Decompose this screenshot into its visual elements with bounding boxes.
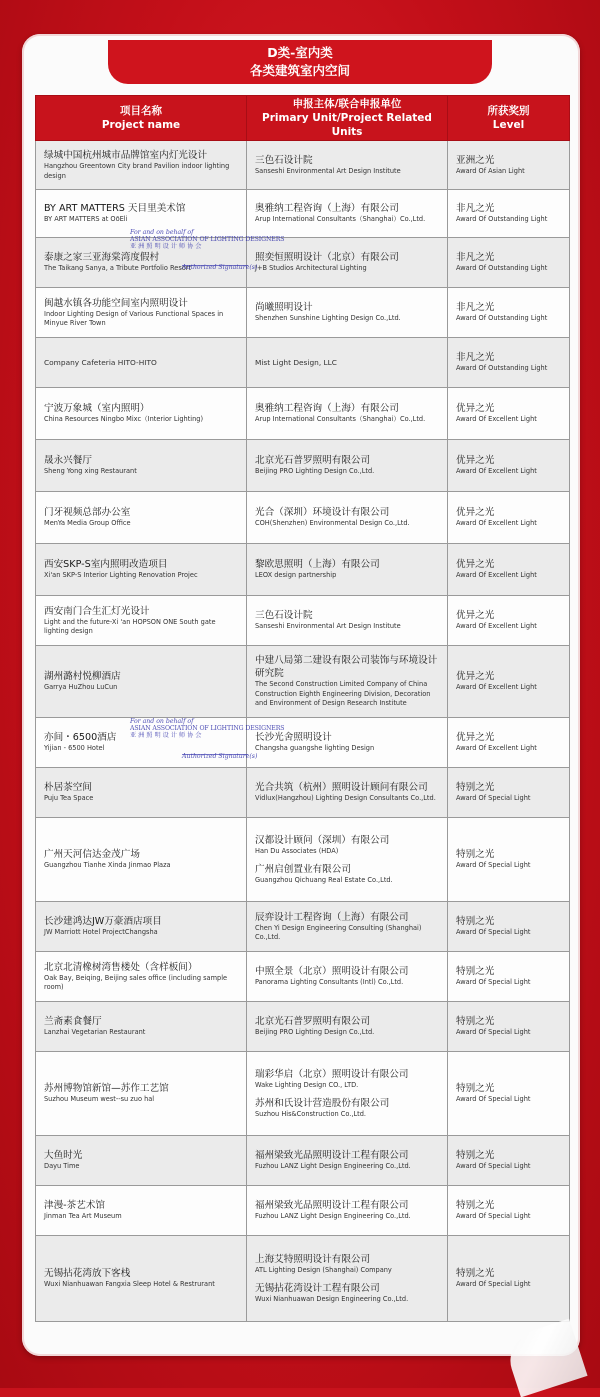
unit-cell [247,1052,448,1136]
project-name-zh: 北京北清橡树湾售楼处（含样板间） [44,961,198,973]
award-level-en: Award Of Outstanding Light [456,314,548,323]
unit-cell [247,718,448,768]
table-row [36,952,570,1002]
award-level-zh: 优异之光 [456,507,495,519]
award-level-zh: 优异之光 [456,403,495,415]
project-name-en: Lanzhai Vegetarian Restaurant [44,1028,146,1037]
unit-name-zh: 辰弈设计工程咨询（上海）有限公司 [255,911,409,923]
award-level-en: Award Of Excellent Light [456,744,537,753]
col-unit-en: Primary Unit/Project Related Units [262,112,432,138]
project-cell [36,902,247,952]
level-cell [448,768,570,818]
unit-name-en: J+B Studios Architectural Lighting [255,264,367,273]
project-name-zh: 无锡拈花湾放下客栈 [44,1268,131,1280]
project-name-zh: 大鱼时光 [44,1150,83,1162]
project-cell [36,190,247,238]
unit-cell [247,544,448,596]
stamp-text: ASIAN ASSOCIATION OF LIGHTING DESIGNERS [130,725,285,732]
unit-name-zh: 北京光石普罗照明有限公司 [255,455,371,467]
level-cell [448,902,570,952]
unit-name-zh: 上海艾特照明设计有限公司 [255,1253,371,1265]
table-row [36,288,570,338]
unit-name-zh: 广州启创置业有限公司 [255,864,351,875]
unit-name-en: LEOX design partnership [255,571,337,580]
col-level [448,96,570,141]
table-row [36,440,570,492]
project-name-zh: 门牙视频总部办公室 [44,507,131,519]
award-level-zh: 特别之光 [456,1083,495,1095]
project-name-en: The Taikang Sanya, a Tribute Portfolio Resort [44,264,192,273]
unit-name-zh: 尚曦照明设计 [255,302,313,314]
project-name-zh: 泰康之家三亚海棠湾度假村 [44,252,160,264]
project-name-en: Hangzhou Greentown City brand Pavilion indoor lighting design [44,162,230,180]
col-level-zh: 所获奖别 [487,105,530,117]
table-row [36,1052,570,1136]
unit-cell [247,288,448,338]
level-cell [448,1236,570,1322]
table-row [36,190,570,238]
project-cell [36,718,247,768]
col-project-name [36,96,247,141]
project-name-zh: 朴居茶空间 [44,782,92,794]
project-cell [36,952,247,1002]
category-header [108,40,492,84]
project-cell [36,1236,247,1322]
unit-cell [247,141,448,190]
project-cell [36,1136,247,1186]
award-level-en: Award Of Special Light [456,1280,531,1289]
signature-line [182,746,248,755]
level-cell [448,440,570,492]
project-name-zh: 西安南门合生汇灯光设计 [44,605,150,617]
unit-name-zh: 黎欧思照明（上海）有限公司 [255,559,380,571]
table-row [36,818,570,902]
unit-cell [247,1002,448,1052]
level-cell [448,238,570,288]
unit-name-en: The Second Construction Limited Company of China Construction Eighth Engineering Division, Decoration and Environment of Design Research Institute [255,680,431,708]
project-name-zh: 津漫-茶艺术馆 [44,1200,106,1212]
project-cell [36,596,247,646]
project-name-en: MenYa Media Group Office [44,519,131,528]
unit-name-en: Sanseshi Environmental Art Design Institute [255,166,401,175]
unit-name-zh: 中照全景（北京）照明设计有限公司 [255,966,409,978]
unit-name-en: Sanseshi Environmental Art Design Institute [255,622,401,631]
project-name-en: Suzhou Museum west--su zuo hal [44,1095,155,1104]
unit-name-en: Arup International Consultants（Shanghai）Co.,Ltd. [255,415,426,424]
project-cell [36,1052,247,1136]
award-level-en: Award Of Special Light [456,794,531,803]
category-title: D类-室内类 [267,45,333,60]
unit-cell [247,238,448,288]
award-level-en: Award Of Special Light [456,1028,531,1037]
unit-name-en: Beijing PRO Lighting Design Co.,Ltd. [255,467,375,476]
stamp-text: 亚 洲 照 明 设 计 师 协 会 [130,243,202,250]
unit-name-zh: 三色石设计院 [255,610,313,622]
award-table [35,95,570,1322]
award-level-zh: 优异之光 [456,559,495,571]
award-level-zh: 非凡之光 [456,352,495,364]
project-name-en: Wuxi Nianhuawan Fangxia Sleep Hotel & Restrurant [44,1280,215,1289]
unit-cell [247,190,448,238]
award-level-zh: 特别之光 [456,1150,495,1162]
col-project-name-zh: 项目名称 [120,105,162,117]
level-cell [448,952,570,1002]
unit-name-zh: 北京光石普罗照明有限公司 [255,1016,371,1028]
table-row [36,646,570,718]
unit-cell [247,440,448,492]
table-row [36,492,570,544]
category-subtitle: 各类建筑室内空间 [249,63,350,78]
project-name-zh: 宁波万象城（室内照明） [44,403,150,415]
signature-label: Authorized Signature(s) [182,264,258,271]
unit-name-en: Wuxi Nianhuawan Design Engineering Co.,Ltd. [255,1295,409,1303]
unit-name-zh: 奥雅纳工程咨询（上海）有限公司 [255,203,399,215]
unit-cell [247,952,448,1002]
unit-name-en: ATL Lighting Design (Shanghai) Company [255,1265,392,1274]
project-name-en: BY ART MATTERS at OōEli [44,215,128,224]
unit-name-zh: 苏州和氏设计营造股份有限公司 [255,1098,390,1109]
level-cell [448,1002,570,1052]
unit-name-zh: 福州梁致光品照明设计工程有限公司 [255,1200,409,1212]
unit-name-zh: 照奕恒照明设计（北京）有限公司 [255,252,399,264]
unit-cell [247,1186,448,1236]
unit-name-zh: 长沙光舍照明设计 [255,732,332,744]
unit-cell [247,492,448,544]
unit-name-zh: 光合共筑（杭州）照明设计顾问有限公司 [255,782,428,794]
award-level-zh: 特别之光 [456,916,495,928]
level-cell [448,1186,570,1236]
unit-name-en: Panorama Lighting Consultants (Intl) Co.,Ltd. [255,978,404,987]
award-level-en: Award Of Excellent Light [456,467,537,476]
table-header-row [36,96,570,141]
table-row [36,1002,570,1052]
unit-cell [247,818,448,902]
award-level-en: Award Of Special Light [456,928,531,937]
unit-name-en: Arup International Consultants（Shanghai）Co.,Ltd. [255,215,426,224]
project-name-en: Guangzhou Tianhe Xinda Jinmao Plaza [44,861,171,870]
unit-name-zh: 中建八局第二建设有限公司装饰与环境设计研究院 [255,655,438,680]
award-level-zh: 亚洲之光 [456,154,495,166]
project-cell [36,544,247,596]
level-cell [448,718,570,768]
project-cell [36,768,247,818]
level-cell [448,646,570,718]
unit-name-zh: 无锡拈花湾设计工程有限公司 [255,1283,380,1294]
unit-name-en: Han Du Associates (HDA) [255,846,339,855]
award-level-en: Award Of Special Light [456,861,531,870]
stamp-text: ASIAN ASSOCIATION OF LIGHTING DESIGNERS [130,236,285,243]
project-cell [36,338,247,388]
unit-name-en: Fuzhou LANZ Light Design Engineering Co.,Ltd. [255,1162,411,1171]
award-level-zh: 非凡之光 [456,203,495,215]
table-row [36,902,570,952]
award-level-zh: 非凡之光 [456,252,495,264]
award-level-zh: 非凡之光 [456,302,495,314]
unit-name-zh: 奥雅纳工程咨询（上海）有限公司 [255,403,399,415]
col-unit-zh: 申报主体/联合申报单位 [292,98,402,110]
signature-label: Authorized Signature(s) [182,753,258,760]
level-cell [448,388,570,440]
award-level-zh: 特别之光 [456,849,495,861]
unit-cell [247,1236,448,1322]
project-name-en: Dayu Time [44,1162,80,1171]
level-cell [448,818,570,902]
table-row [36,1186,570,1236]
award-level-en: Award Of Special Light [456,1212,531,1221]
table-row [36,544,570,596]
project-name-zh: 绿城中国杭州城市品牌馆室内灯光设计 [44,150,208,161]
level-cell [448,1136,570,1186]
level-cell [448,492,570,544]
project-name-en: Puju Tea Space [44,794,94,803]
award-level-zh: 优异之光 [456,455,495,467]
level-cell [448,190,570,238]
unit-name-zh: 瑞彩华启（北京）照明设计有限公司 [255,1068,409,1080]
project-cell [36,288,247,338]
project-name-zh: 亦间・6500酒店 [44,732,117,744]
project-name-zh: 西安SKP-S室内照明改造项目 [44,559,168,571]
award-level-zh: 特别之光 [456,1200,495,1212]
project-name-zh: 闽越水镇各功能空间室内照明设计 [44,297,188,309]
project-name-zh: 兰斋素食餐厅 [44,1016,102,1028]
unit-name-zh: 光合（深圳）环境设计有限公司 [255,507,390,519]
project-name-zh: 湖州潞村悦柳酒店 [44,671,121,683]
unit-name-zh: 汉都设计顾问（深圳）有限公司 [255,834,390,846]
table-row [36,596,570,646]
unit-name-en: Chen Yi Design Engineering Consulting (Shanghai) Co.,Ltd. [255,923,422,941]
level-cell [448,338,570,388]
project-cell [36,1186,247,1236]
project-name-zh: 广州天河信达金茂广场 [44,849,140,861]
unit-name-zh: 福州梁致光品照明设计工程有限公司 [255,1150,409,1162]
unit-cell [247,596,448,646]
award-level-zh: 特别之光 [456,782,495,794]
award-level-en: Award Of Special Light [456,1095,531,1104]
level-cell [448,288,570,338]
project-name-zh: 长沙建鸿达JW万豪酒店项目 [44,916,162,928]
award-level-zh: 优异之光 [456,671,495,683]
project-cell [36,646,247,718]
award-level-en: Award Of Asian Light [456,166,525,175]
project-name-en: Light and the future-Xi 'an HOPSON ONE South gate lighting design [44,617,216,635]
table-row [36,141,570,190]
award-level-zh: 特别之光 [456,1268,495,1280]
unit-name-en: Fuzhou LANZ Light Design Engineering Co.,Ltd. [255,1212,411,1221]
project-name-en: Yijian - 6500 Hotel [44,744,105,753]
unit-name-en: Beijing PRO Lighting Design Co.,Ltd. [255,1028,375,1037]
unit-name-en: Mist Light Design, LLC [255,358,337,367]
project-name-en: Jinman Tea Art Museum [44,1212,122,1221]
unit-name-en: Suzhou His&Construction Co.,Ltd. [255,1110,367,1118]
table-row [36,338,570,388]
project-name-en: JW Marriott Hotel ProjectChangsha [44,928,158,937]
award-level-en: Award Of Outstanding Light [456,364,548,373]
col-level-en: Level [492,119,525,131]
unit-name-en: Changsha guangshe lighting Design [255,744,375,753]
project-name-zh: 晟永兴餐厅 [44,455,92,467]
project-name-en: China Resources Ningbo Mixc（Interior Lighting) [44,415,204,424]
level-cell [448,544,570,596]
stamp-text: 亚 洲 照 明 设 计 师 协 会 [130,732,202,739]
project-cell [36,388,247,440]
unit-cell [247,338,448,388]
level-cell [448,1052,570,1136]
unit-name-zh: 三色石设计院 [255,154,313,166]
award-level-zh: 优异之光 [456,732,495,744]
unit-name-en: Wake Lighting Design CO., LTD. [255,1080,359,1089]
award-level-en: Award Of Excellent Light [456,519,537,528]
award-level-en: Award Of Outstanding Light [456,215,548,224]
project-name-en: Indoor Lighting Design of Various Functional Spaces in Minyue River Town [44,309,224,327]
project-name-en: Oak Bay, Beiqing, Beijing sales office (including sample room) [44,973,228,991]
table-row [36,1136,570,1186]
project-name-en: Garrya HuZhou LuCun [44,683,118,692]
signature-line [182,257,248,266]
level-cell [448,141,570,190]
project-cell [36,492,247,544]
unit-name-en: Vidlux(Hangzhou) Lighting Design Consultants Co.,Ltd. [255,794,436,803]
project-name-zh: BY ART MATTERS 天目里美术馆 [44,203,186,215]
unit-name-en: Guangzhou Qichuang Real Estate Co.,Ltd. [255,876,393,884]
award-level-en: Award Of Excellent Light [456,415,537,424]
award-level-en: Award Of Special Light [456,1162,531,1171]
col-unit [247,96,448,141]
award-level-en: Award Of Outstanding Light [456,264,548,273]
table-row [36,238,570,288]
unit-cell [247,388,448,440]
award-level-zh: 特别之光 [456,966,495,978]
unit-cell [247,768,448,818]
award-level-en: Award Of Excellent Light [456,683,537,692]
project-name-zh: 苏州博物馆新馆—苏作工艺馆 [44,1083,169,1095]
unit-cell [247,1136,448,1186]
project-cell [36,818,247,902]
unit-name-en: Shenzhen Sunshine Lighting Design Co.,Ltd. [255,314,401,323]
col-project-name-en: Project name [101,119,181,131]
unit-cell [247,646,448,718]
table-row [36,388,570,440]
project-cell [36,1002,247,1052]
table-row [36,768,570,818]
award-level-en: Award Of Special Light [456,978,531,987]
award-level-en: Award Of Excellent Light [456,571,537,580]
project-cell [36,440,247,492]
project-cell [36,141,247,190]
project-name-en: Company Cafeteria HITO-HITO [44,358,157,367]
award-level-en: Award Of Excellent Light [456,622,537,631]
project-name-en: Xi'an SKP-S Interior Lighting Renovation Projec [44,571,198,580]
project-name-en: Sheng Yong xing Restaurant [44,467,137,476]
level-cell [448,596,570,646]
stamp-text: For and on behalf of [130,229,194,236]
unit-name-en: COH(Shenzhen) Environmental Design Co.,Ltd. [255,519,410,528]
unit-cell [247,902,448,952]
table-row [36,1236,570,1322]
stamp-text: For and on behalf of [130,718,194,725]
award-level-zh: 特别之光 [456,1016,495,1028]
award-level-zh: 优异之光 [456,610,495,622]
table-row [36,718,570,768]
